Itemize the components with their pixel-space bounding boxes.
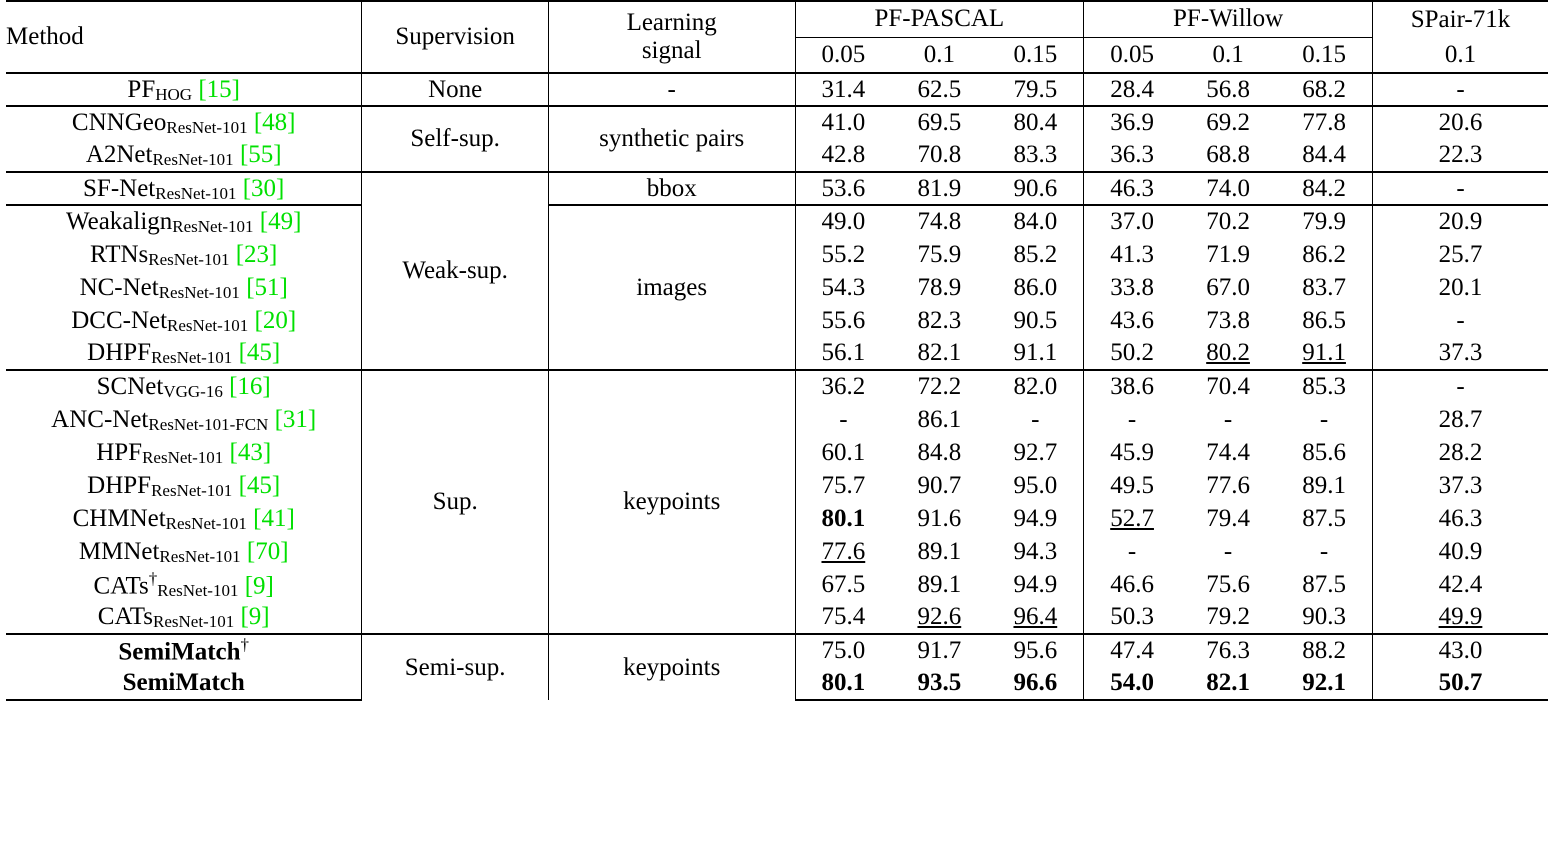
method-name: CATs [93, 572, 149, 600]
row-method [6, 436, 362, 469]
row-supervision: None [362, 73, 548, 106]
row-learning-signal: synthetic pairs [548, 106, 795, 172]
method-backbone: ResNet-101 [148, 249, 230, 269]
row-learning-signal: keypoints [548, 634, 795, 700]
cell-spair-01 [1372, 601, 1548, 634]
cell-pascal-005: 42.8 [795, 139, 891, 172]
cell-pascal-01: 78.9 [917, 273, 962, 301]
header-learning-signal-line1: Learning [626, 9, 717, 36]
method-dagger: † [148, 568, 158, 588]
cell-pascal-01: 86.1 [917, 405, 962, 433]
citation-link[interactable]: [16] [229, 373, 271, 400]
cell-pascal-01 [891, 601, 987, 634]
cell-pascal-005: 53.6 [795, 172, 891, 205]
cell-willow-01: 74.0 [1180, 172, 1276, 205]
value-best: 80.1 [821, 669, 866, 696]
cell-willow-01: 70.2 [1180, 205, 1276, 238]
table-row [6, 106, 1548, 139]
cell-willow-005: 41.3 [1084, 238, 1180, 271]
cell-spair-01: - [1372, 73, 1548, 106]
cell-willow-015 [1276, 667, 1372, 700]
cell-willow-015: 88.2 [1276, 634, 1372, 667]
value-second-best: 92.6 [917, 603, 962, 630]
cell-pascal-005: 75.0 [795, 634, 891, 667]
row-learning-signal: images [548, 205, 795, 370]
cell-pascal-01: 74.8 [891, 205, 987, 238]
cell-willow-005: 50.2 [1084, 337, 1180, 370]
method-name: SF-Net [83, 174, 156, 202]
cell-pascal-01: 70.8 [917, 141, 962, 168]
cell-spair-01: 20.1 [1372, 271, 1548, 304]
cell-willow-015 [1276, 337, 1372, 370]
cell-willow-01: - [1223, 537, 1233, 565]
header-group-pf-pascal: PF-PASCAL [795, 1, 1084, 37]
citation-link[interactable]: [15] [198, 75, 240, 103]
cell-willow-01 [1180, 337, 1276, 370]
row-learning-signal: keypoints [548, 370, 795, 634]
citation-link[interactable]: [30] [242, 174, 285, 202]
citation-link[interactable]: [9] [240, 603, 270, 630]
method-backbone: ResNet-101 [158, 282, 240, 302]
value-best: 82.1 [1206, 669, 1250, 696]
cell-pascal-005: 75.4 [795, 601, 891, 634]
cell-pascal-015: 95.0 [1013, 471, 1058, 499]
cell-pascal-015: 90.6 [987, 172, 1083, 205]
cell-willow-015: - [1319, 405, 1329, 433]
method-name: CATs [97, 603, 153, 630]
row-method [6, 502, 362, 535]
cell-willow-005: 50.3 [1084, 601, 1180, 634]
cell-willow-015: 83.7 [1302, 273, 1346, 301]
cell-spair-01: 25.7 [1372, 238, 1548, 271]
table-row [6, 73, 1548, 106]
cell-willow-005: 49.5 [1084, 469, 1180, 502]
cell-pascal-01: 89.1 [917, 570, 962, 598]
row-method [6, 667, 362, 700]
row-method [6, 172, 362, 205]
method-name: Weakalign [66, 208, 173, 235]
cell-pascal-005: 67.5 [795, 568, 891, 601]
cell-willow-005: 37.0 [1084, 205, 1180, 238]
method-name: DCC-Net [71, 306, 168, 334]
row-method [6, 304, 362, 337]
row-supervision: Self-sup. [362, 106, 548, 172]
row-method [6, 238, 362, 271]
header-threshold-pascal-015: 0.15 [1013, 40, 1058, 68]
citation-link[interactable]: [41] [253, 504, 295, 532]
cell-willow-005 [1084, 667, 1180, 700]
table-row [6, 205, 1548, 238]
citation-link[interactable]: [31] [274, 405, 317, 433]
cell-willow-015: 84.2 [1276, 172, 1372, 205]
cell-willow-015: 89.1 [1302, 471, 1346, 499]
cell-spair-01: 46.3 [1372, 502, 1548, 535]
row-method [6, 337, 362, 370]
row-supervision: Semi-sup. [362, 634, 548, 700]
cell-pascal-015: 84.0 [987, 205, 1083, 238]
method-name: CNNGeo [71, 109, 167, 136]
cell-pascal-005: 31.4 [795, 73, 891, 106]
citation-link[interactable]: [51] [246, 273, 288, 301]
cell-pascal-005: 55.2 [795, 238, 891, 271]
citation-link[interactable]: [43] [229, 438, 272, 466]
cell-willow-005: 45.9 [1084, 436, 1180, 469]
row-method [6, 634, 362, 667]
header-learning-signal [548, 1, 795, 73]
cell-spair-01: - [1372, 370, 1548, 403]
cell-pascal-015: 92.7 [1013, 438, 1058, 466]
citation-link[interactable]: [45] [238, 471, 281, 499]
cell-willow-005: - [1084, 403, 1180, 436]
cell-spair-01: 40.9 [1372, 535, 1548, 568]
cell-willow-015: - [1319, 537, 1329, 565]
row-supervision: Weak-sup. [362, 172, 548, 370]
cell-willow-005: 36.3 [1084, 139, 1180, 172]
value-best: 93.5 [917, 669, 962, 696]
row-method [6, 370, 362, 403]
method-name: NC-Net [79, 273, 159, 301]
cell-pascal-005: 60.1 [795, 436, 891, 469]
cell-spair-01: 22.3 [1372, 139, 1548, 172]
results-table [6, 0, 1548, 701]
cell-pascal-015: 94.9 [1013, 504, 1058, 532]
cell-willow-01: 68.8 [1206, 141, 1250, 168]
cell-willow-015: 86.5 [1302, 306, 1346, 334]
cell-willow-01: 70.4 [1180, 370, 1276, 403]
cell-willow-015: 87.5 [1302, 504, 1346, 532]
cell-pascal-005: 49.0 [795, 205, 891, 238]
method-name: PF [127, 75, 156, 103]
cell-willow-015: 68.2 [1276, 73, 1372, 106]
cell-spair-01 [1372, 667, 1548, 700]
row-method [6, 205, 362, 238]
citation-link[interactable]: [9] [244, 572, 274, 600]
header-threshold-pascal-005: 0.05 [795, 37, 891, 73]
cell-willow-005: - [1084, 535, 1180, 568]
row-method [6, 403, 362, 436]
cell-spair-01: 20.9 [1372, 205, 1548, 238]
cell-willow-005: 36.9 [1084, 106, 1180, 139]
row-method [6, 535, 362, 568]
cell-spair-01: 43.0 [1372, 634, 1548, 667]
header-row-1 [6, 1, 1548, 37]
cell-willow-005: 46.3 [1084, 172, 1180, 205]
row-method [6, 568, 362, 601]
cell-pascal-01 [891, 667, 987, 700]
value-second-best: 52.7 [1110, 504, 1154, 532]
method-backbone: ResNet-101 [155, 183, 237, 203]
row-learning-signal: - [548, 73, 795, 106]
cell-spair-01: - [1372, 172, 1548, 205]
cell-spair-01: 37.3 [1372, 469, 1548, 502]
header-threshold-willow-01: 0.1 [1212, 40, 1244, 68]
method-dagger: † [240, 635, 250, 655]
cell-pascal-015: - [1031, 405, 1040, 433]
cell-pascal-015: 85.2 [1013, 240, 1058, 268]
row-method [6, 139, 362, 172]
cell-willow-01: - [1223, 405, 1233, 433]
value-best: 92.1 [1302, 669, 1346, 696]
row-method [6, 106, 362, 139]
cell-spair-01: - [1372, 304, 1548, 337]
method-name: ANC-Net [51, 405, 149, 433]
cell-willow-01: 71.9 [1206, 240, 1250, 268]
cell-pascal-015: 79.5 [987, 73, 1083, 106]
method-backbone: ResNet-101 [142, 447, 224, 467]
value-best: 54.0 [1110, 669, 1154, 696]
citation-link[interactable]: [49] [259, 208, 302, 235]
cell-willow-015: 79.9 [1276, 205, 1372, 238]
cell-pascal-01: 89.1 [917, 537, 962, 565]
header-threshold-spair-01: 0.1 [1372, 37, 1548, 73]
method-name: DHPF [87, 471, 152, 499]
cell-pascal-015 [987, 667, 1083, 700]
cell-pascal-015 [987, 601, 1083, 634]
cell-pascal-01: 72.2 [891, 370, 987, 403]
cell-pascal-005: 36.2 [795, 370, 891, 403]
cell-pascal-01: 75.9 [917, 240, 962, 268]
cell-willow-01: 79.2 [1206, 603, 1250, 630]
cell-willow-005: 38.6 [1084, 370, 1180, 403]
value-best: 50.7 [1438, 669, 1483, 696]
value-second-best: 96.4 [1013, 603, 1058, 630]
cell-pascal-01: 81.9 [891, 172, 987, 205]
header-method: Method [6, 1, 362, 73]
header-threshold-pascal-01: 0.1 [923, 40, 955, 68]
row-method [6, 601, 362, 634]
cell-pascal-005: - [795, 403, 891, 436]
method-name: SemiMatch [122, 669, 245, 696]
cell-pascal-01: 82.3 [917, 306, 962, 334]
row-method [6, 271, 362, 304]
cell-willow-015: 90.3 [1302, 603, 1346, 630]
method-name: HPF [96, 438, 143, 466]
cell-pascal-015: 91.1 [1013, 339, 1058, 366]
cell-pascal-01: 90.7 [917, 471, 962, 499]
cell-pascal-015: 94.9 [1013, 570, 1058, 598]
cell-pascal-005: 56.1 [795, 337, 891, 370]
header-supervision: Supervision [362, 1, 548, 73]
header-threshold-willow-015: 0.15 [1302, 40, 1346, 68]
cell-willow-005: 43.6 [1084, 304, 1180, 337]
citation-link[interactable]: [45] [238, 339, 281, 366]
value-best: 80.1 [821, 504, 866, 532]
cell-willow-01: 56.8 [1180, 73, 1276, 106]
method-backbone: ResNet-101 [165, 513, 247, 533]
row-learning-signal: bbox [548, 172, 795, 205]
header-threshold-willow-005: 0.05 [1084, 37, 1180, 73]
cell-willow-005: 33.8 [1084, 271, 1180, 304]
row-method [6, 469, 362, 502]
cell-pascal-005: 54.3 [795, 271, 891, 304]
method-backbone: ResNet-101 [157, 581, 239, 601]
cell-willow-01: 73.8 [1206, 306, 1250, 334]
method-backbone: ResNet-101 [172, 217, 254, 236]
row-method [6, 73, 362, 106]
cell-spair-01: 37.3 [1372, 337, 1548, 370]
value-second-best: 91.1 [1302, 339, 1346, 366]
cell-willow-01: 67.0 [1206, 273, 1250, 301]
header-group-spair-71k: SPair-71k [1372, 1, 1548, 37]
table-header [6, 1, 1548, 73]
cell-willow-005: 28.4 [1084, 73, 1180, 106]
value-best: 96.6 [1013, 669, 1058, 696]
cell-spair-01: 20.6 [1372, 106, 1548, 139]
method-name: SCNet [96, 373, 164, 400]
cell-willow-01: 79.4 [1206, 504, 1250, 532]
cell-pascal-01: 91.6 [917, 504, 962, 532]
citation-link[interactable]: [48] [253, 109, 296, 136]
header-learning-signal-line2: signal [641, 37, 702, 64]
cell-willow-01: 76.3 [1180, 634, 1276, 667]
method-name: MMNet [78, 537, 160, 565]
table-row [6, 172, 1548, 205]
method-name: SemiMatch [118, 638, 241, 666]
method-backbone: ResNet-101 [159, 546, 241, 566]
value-second-best: 49.9 [1438, 603, 1483, 630]
cell-willow-015: 84.4 [1302, 141, 1346, 168]
cell-willow-005 [1084, 502, 1180, 535]
method-backbone: ResNet-101 [151, 480, 233, 500]
method-name: A2Net [85, 141, 153, 168]
cell-willow-015: 87.5 [1302, 570, 1346, 598]
method-backbone: ResNet-101-FCN [148, 414, 269, 434]
method-backbone: ResNet-101 [151, 348, 233, 367]
cell-willow-01 [1180, 667, 1276, 700]
cell-pascal-015: 82.0 [987, 370, 1083, 403]
cell-willow-01: 74.4 [1206, 438, 1250, 466]
method-name: RTNs [90, 240, 149, 268]
cell-willow-015: 86.2 [1302, 240, 1346, 268]
cell-pascal-01: 62.5 [891, 73, 987, 106]
cell-spair-01: 42.4 [1372, 568, 1548, 601]
cell-pascal-005 [795, 535, 891, 568]
table-body [6, 73, 1548, 700]
method-backbone: HOG [155, 84, 193, 104]
cell-pascal-015: 94.3 [1013, 537, 1058, 565]
method-backbone: ResNet-101 [153, 612, 235, 631]
cell-willow-01: 75.6 [1206, 570, 1250, 598]
method-backbone: VGG-16 [163, 382, 223, 401]
table-row [6, 370, 1548, 403]
value-second-best: 77.6 [821, 537, 866, 565]
citation-link[interactable]: [20] [254, 306, 297, 334]
cell-pascal-005 [795, 667, 891, 700]
cell-willow-015: 85.6 [1302, 438, 1346, 466]
cell-pascal-015: 86.0 [1013, 273, 1058, 301]
method-backbone: ResNet-101 [152, 150, 234, 169]
cell-willow-005: 47.4 [1084, 634, 1180, 667]
method-backbone: ResNet-101 [167, 315, 249, 335]
method-name: DHPF [87, 339, 152, 366]
cell-spair-01: 28.7 [1372, 403, 1548, 436]
table-row [6, 634, 1548, 667]
cell-willow-01: 69.2 [1180, 106, 1276, 139]
cell-pascal-005: 55.6 [795, 304, 891, 337]
citation-link[interactable]: [55] [239, 141, 282, 168]
cell-pascal-015: 80.4 [987, 106, 1083, 139]
cell-pascal-005: 41.0 [795, 106, 891, 139]
method-name: CHMNet [72, 504, 166, 532]
citation-link[interactable]: [23] [235, 240, 278, 268]
cell-pascal-005: 75.7 [795, 469, 891, 502]
cell-willow-015: 85.3 [1276, 370, 1372, 403]
row-supervision: Sup. [362, 370, 548, 634]
cell-pascal-005 [795, 502, 891, 535]
cell-pascal-015: 83.3 [1013, 141, 1058, 168]
cell-pascal-01: 69.5 [891, 106, 987, 139]
cell-pascal-01: 82.1 [917, 339, 962, 366]
cell-pascal-01: 91.7 [891, 634, 987, 667]
cell-pascal-015: 95.6 [987, 634, 1083, 667]
cell-willow-005: 46.6 [1084, 568, 1180, 601]
value-second-best: 80.2 [1206, 339, 1250, 366]
header-group-pf-willow: PF-Willow [1084, 1, 1373, 37]
cell-pascal-01: 84.8 [917, 438, 962, 466]
cell-spair-01: 28.2 [1372, 436, 1548, 469]
citation-link[interactable]: [70] [246, 537, 289, 565]
cell-pascal-015: 90.5 [1013, 306, 1058, 334]
cell-willow-015: 77.8 [1276, 106, 1372, 139]
method-backbone: ResNet-101 [166, 118, 248, 137]
cell-willow-01: 77.6 [1206, 471, 1250, 499]
